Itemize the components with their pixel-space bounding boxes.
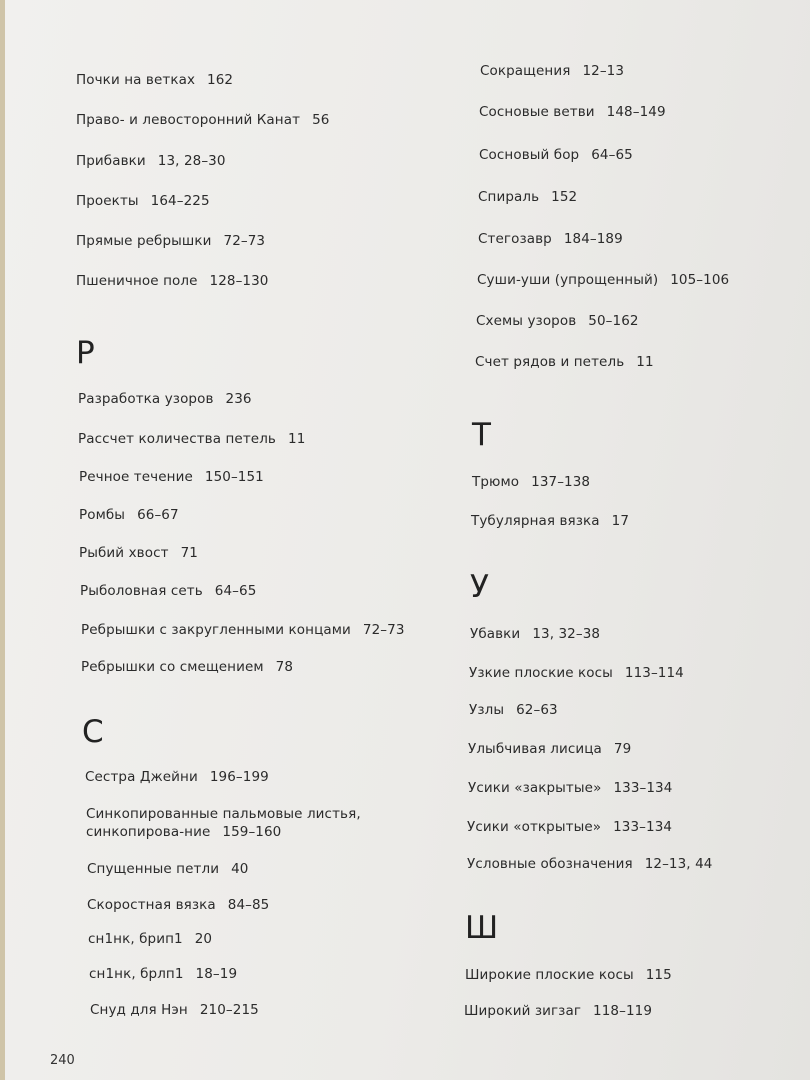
index-entry: Право- и левосторонний Канат 56 <box>76 112 330 128</box>
index-entry: Рыбий хвост 71 <box>79 545 198 561</box>
index-entry: Спущенные петли 40 <box>87 861 249 877</box>
index-entry: Суши-уши (упрощенный) 105–106 <box>477 272 730 288</box>
index-entry: Усики «закрытые» 133–134 <box>468 780 673 796</box>
index-entry: Стегозавр 184–189 <box>478 231 623 247</box>
index-entry: Рассчет количества петель 11 <box>78 431 306 447</box>
index-entry: Ромбы 66–67 <box>79 507 179 523</box>
index-entry: сн1нк, брип1 20 <box>88 931 213 947</box>
index-entry: Прибавки 13, 28–30 <box>76 153 226 169</box>
index-entry: Речное течение 150–151 <box>79 469 264 485</box>
index-entry: Условные обозначения 12–13, 44 <box>467 856 713 872</box>
index-entry: Усики «открытые» 133–134 <box>467 819 673 835</box>
index-entry: Убавки 13, 32–38 <box>470 626 601 642</box>
index-entry: Скоростная вязка 84–85 <box>87 897 270 913</box>
section-letter: Т <box>472 417 491 453</box>
index-entry: Спираль 152 <box>478 189 578 205</box>
section-letter: У <box>470 569 489 605</box>
index-entry: Прямые ребрышки 72–73 <box>76 233 266 249</box>
index-entry: Рыболовная сеть 64–65 <box>80 583 257 599</box>
index-entry: Сокращения 12–13 <box>480 63 625 79</box>
index-entry: Проекты 164–225 <box>76 193 210 209</box>
index-entry: Широкий зигзаг 118–119 <box>464 1003 653 1019</box>
index-entry: Синкопированные пальмовые листья, синкопирова-ние 159–160 <box>86 806 361 840</box>
index-entry: Разработка узоров 236 <box>78 391 252 407</box>
index-entry: Пшеничное поле 128–130 <box>76 273 269 289</box>
index-entry: Тубулярная вязка 17 <box>471 513 630 529</box>
index-entry: Схемы узоров 50–162 <box>476 313 639 329</box>
index-entry: Узлы 62–63 <box>469 702 558 718</box>
section-letter: Ш <box>465 910 499 946</box>
index-entry: Сестра Джейни 196–199 <box>85 769 269 785</box>
index-entry: Трюмо 137–138 <box>472 474 591 490</box>
section-letter: С <box>82 714 104 750</box>
section-letter: Р <box>76 335 95 371</box>
page-edge <box>0 0 5 1080</box>
index-entry: Улыбчивая лисица 79 <box>468 741 632 757</box>
index-entry: Узкие плоские косы 113–114 <box>469 665 684 681</box>
index-entry: Почки на ветках 162 <box>76 72 234 88</box>
index-entry: Широкие плоские косы 115 <box>465 967 672 983</box>
index-entry: Ребрышки с закругленными концами 72–73 <box>81 622 405 638</box>
index-entry: сн1нк, брлп1 18–19 <box>89 966 238 982</box>
index-entry: Снуд для Нэн 210–215 <box>90 1002 259 1018</box>
index-entry: Ребрышки со смещением 78 <box>81 659 294 675</box>
index-entry: Счет рядов и петель 11 <box>475 354 654 370</box>
page-number: 240 <box>50 1053 75 1068</box>
index-entry: Сосновые ветви 148–149 <box>479 104 666 120</box>
index-entry: Сосновый бор 64–65 <box>479 147 633 163</box>
